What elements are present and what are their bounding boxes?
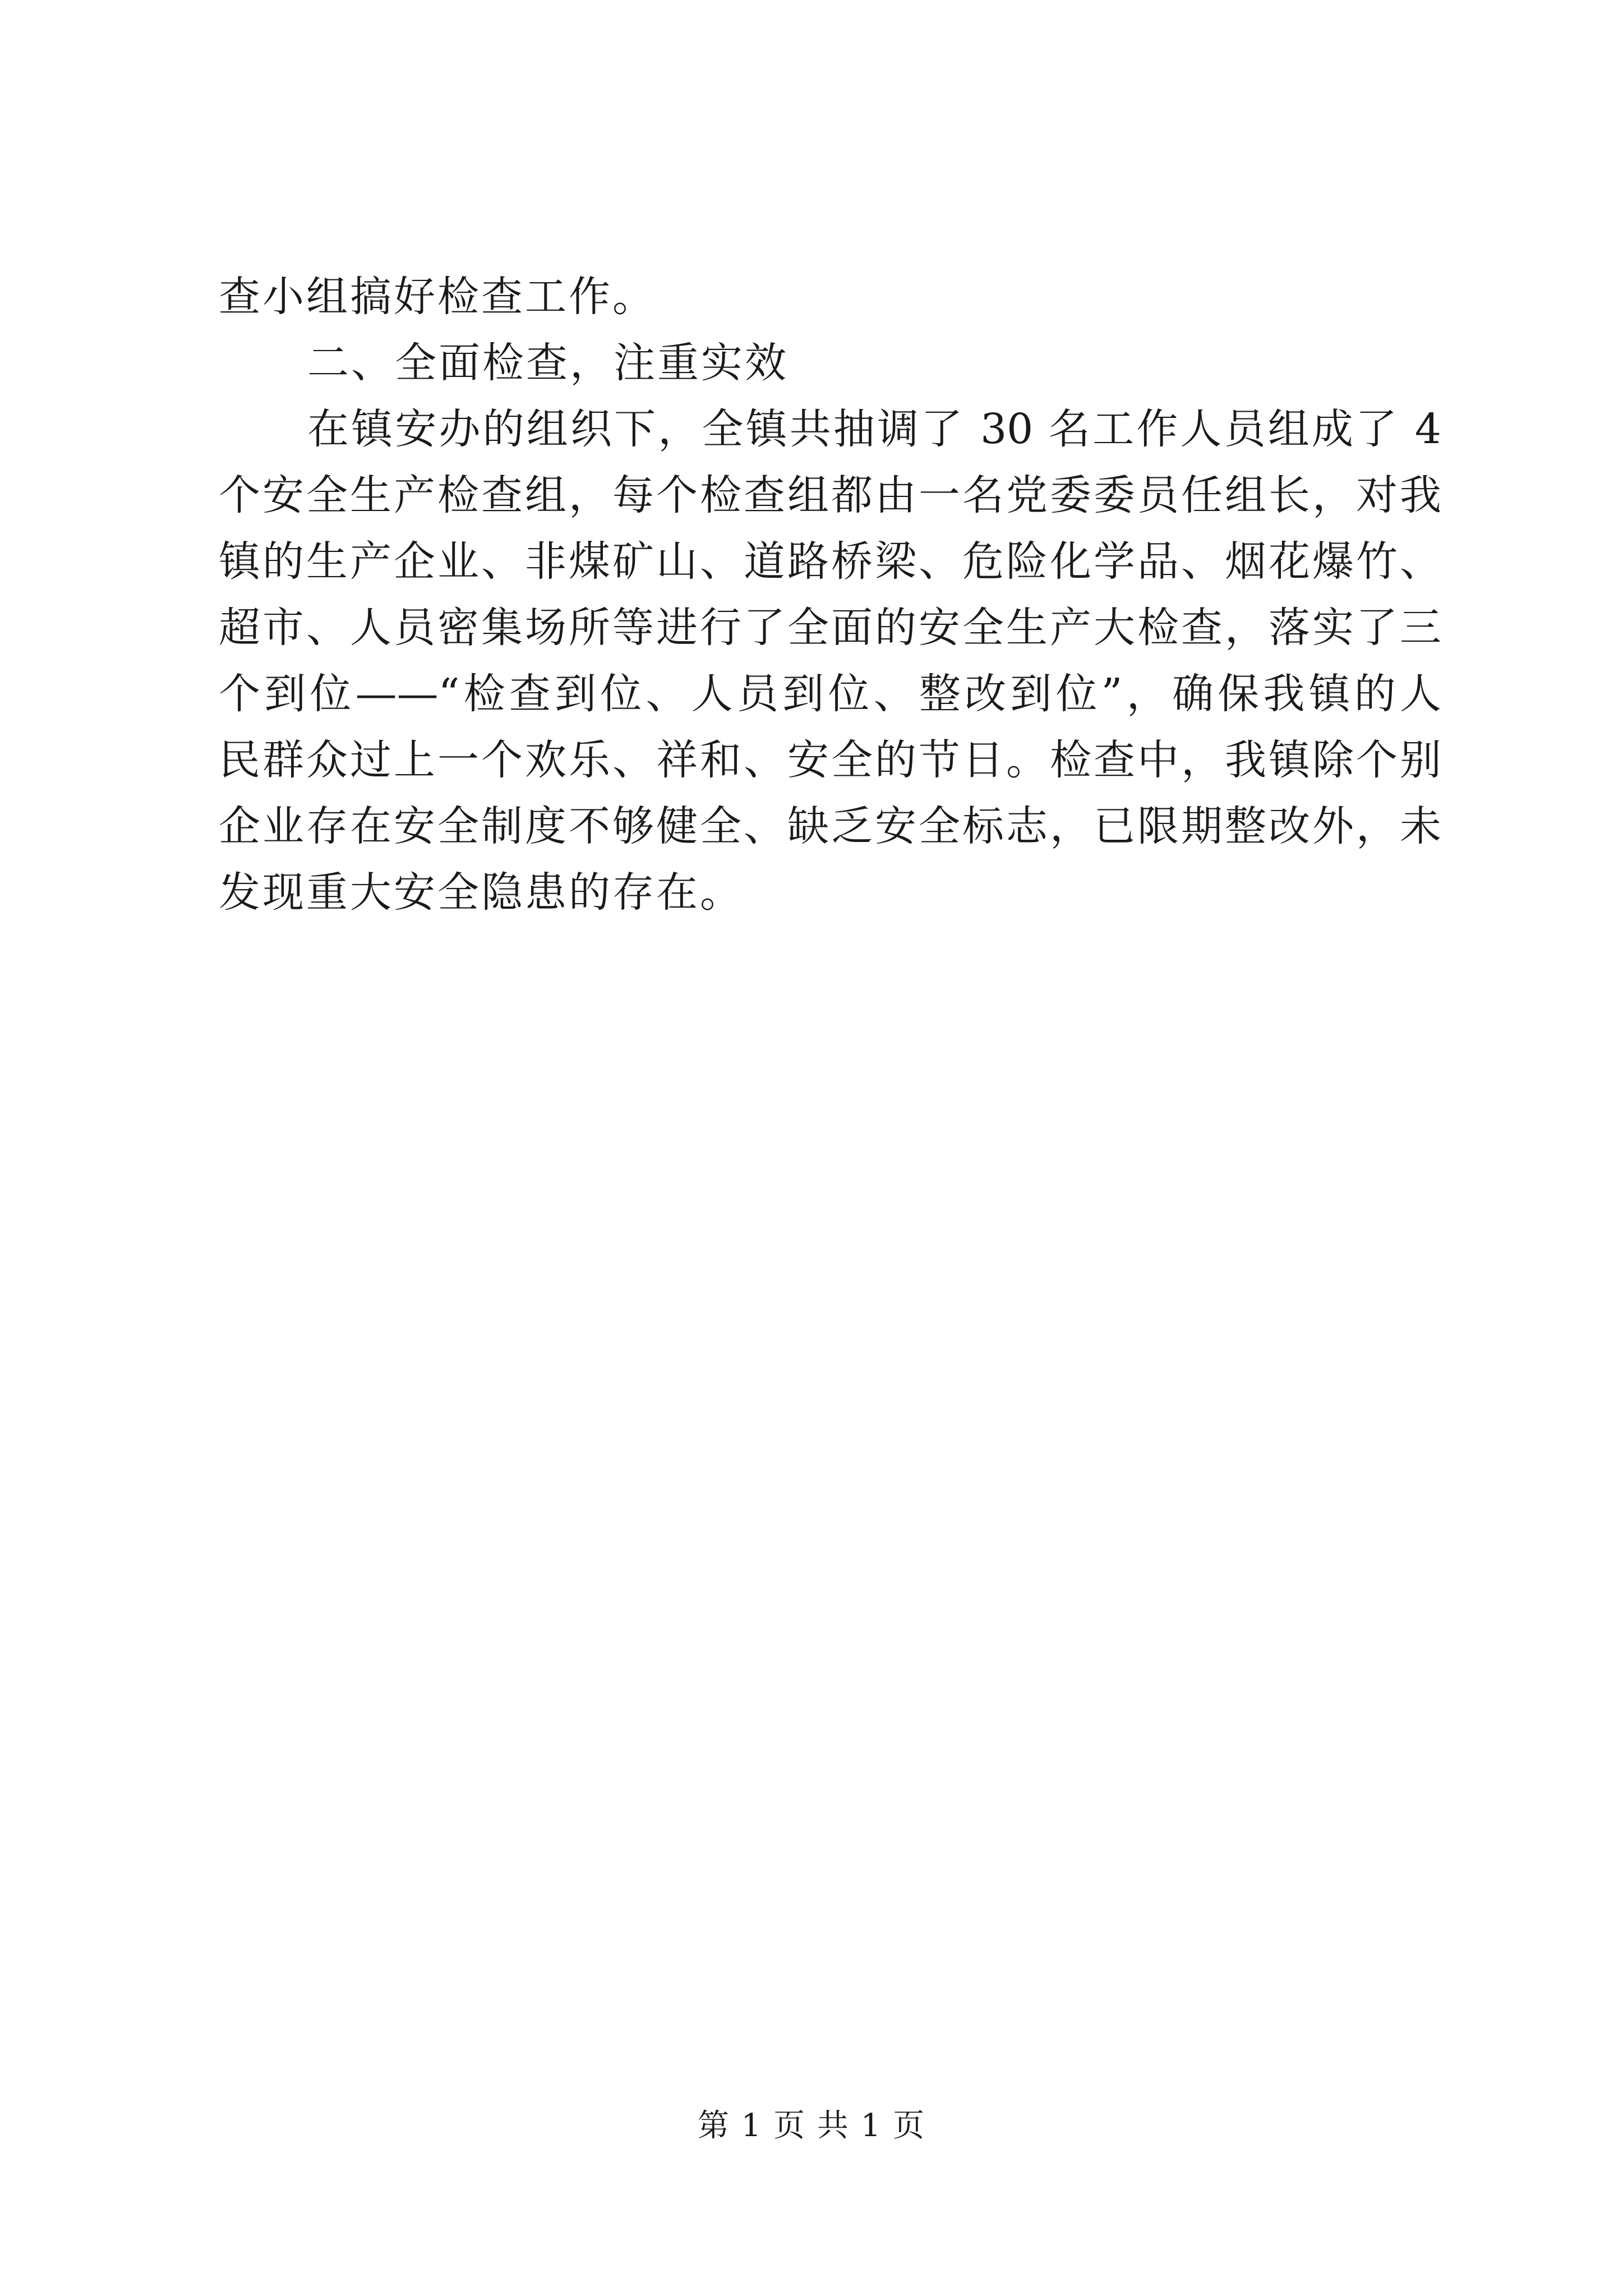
text-line: 发现重大安全隐患的存在。 bbox=[219, 868, 744, 917]
text-line: 在镇安办的组织下，全镇共抽调了 30 名工作人员组成了 4 bbox=[307, 405, 1441, 453]
page-number-footer: 第 1 页 共 1 页 bbox=[697, 2108, 926, 2144]
document-body bbox=[219, 264, 1441, 926]
text-line: 企业存在安全制度不够健全、缺乏安全标志，已限期整改外，未 bbox=[219, 802, 1441, 850]
text-line: 民群众过上一个欢乐、祥和、安全的节日。检查中，我镇除个别 bbox=[219, 736, 1441, 784]
text-line: 个安全生产检查组，每个检查组都由一名党委委员任组长，对我 bbox=[219, 471, 1441, 519]
text-line: 个到位——“检查到位、人员到位、整改到位”，确保我镇的人 bbox=[219, 670, 1441, 718]
text-line: 镇的生产企业、非煤矿山、道路桥梁、危险化学品、烟花爆竹、 bbox=[219, 537, 1441, 586]
text-line: 超市、人员密集场所等进行了全面的安全生产大检查，落实了三 bbox=[219, 604, 1441, 652]
text-line: 查小组搞好检查工作。 bbox=[219, 273, 656, 321]
section-heading: 二、全面检查，注重实效 bbox=[307, 339, 789, 387]
